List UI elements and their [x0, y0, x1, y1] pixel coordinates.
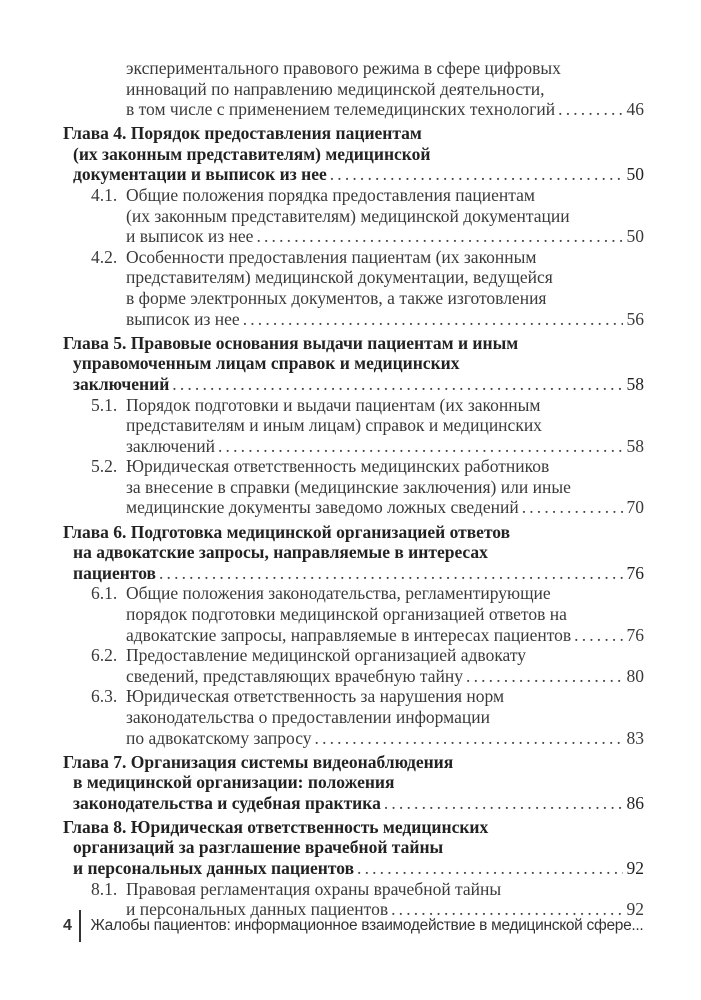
toc-line: [63, 123, 644, 144]
toc-chapter: [63, 123, 644, 185]
toc-line: [63, 583, 644, 604]
entry-title-line: заключений: [73, 373, 170, 394]
toc-line: [63, 79, 644, 100]
toc-line: [63, 772, 644, 793]
toc-line: [63, 436, 644, 457]
toc-line: [63, 206, 644, 227]
footer-divider: [79, 910, 81, 942]
toc-section: [63, 185, 644, 247]
toc-line: [63, 267, 644, 288]
entry-title-line: сведений, представляющих врачебную тайну: [126, 665, 464, 686]
entry-title-line: управомоченным лицам справок и медицинских: [73, 353, 460, 374]
dot-leader: [381, 793, 623, 814]
toc-line: [63, 793, 644, 814]
toc-line: [63, 625, 644, 646]
dot-leader: [463, 666, 622, 687]
toc-line: [63, 99, 644, 120]
section-number: 6.1.: [91, 583, 118, 604]
entry-title-line: порядок подготовки медицинской организацией ответов на: [126, 603, 567, 624]
entry-title-line: и персональных данных пациентов: [73, 858, 355, 879]
dot-leader: [169, 374, 622, 395]
toc-line: [63, 226, 644, 247]
page-ref: 58: [626, 435, 644, 456]
toc-line: [63, 563, 644, 584]
toc-section: [63, 395, 644, 457]
toc-line: [63, 542, 644, 563]
toc-section: [63, 456, 644, 518]
entry-title-line: за внесение в справки (медицинские заключения) или иные: [126, 476, 571, 497]
toc-section: [63, 686, 644, 748]
entry-title-line: Глава 6. Подготовка медицинской организацией ответов: [63, 521, 511, 542]
toc-line: [63, 497, 644, 518]
entry-title-line: в медицинской организации: положения: [73, 772, 395, 793]
entry-title-line: Глава 4. Порядок предоставления пациентам: [63, 123, 422, 144]
toc-chapter: [63, 333, 644, 395]
dot-leader: [555, 99, 622, 120]
toc-chapter: [63, 817, 644, 879]
page-number: 4: [63, 917, 72, 934]
toc-line: [63, 247, 644, 268]
entry-title-line: Особенности предоставления пациентам (их законным: [126, 246, 537, 267]
dot-leader: [354, 858, 622, 879]
dot-leader: [156, 563, 623, 584]
entry-title-line: Юридическая ответственность медицинских работников: [126, 456, 550, 477]
section-number: 4.2.: [91, 246, 118, 267]
toc-line: [63, 477, 644, 498]
entry-title-line: адвокатские запросы, направляемые в интересах пациентов: [126, 624, 572, 645]
page-ref: 56: [626, 308, 644, 329]
section-number: 6.3.: [91, 686, 118, 707]
entry-title-line: и персональных данных пациентов: [126, 899, 389, 920]
section-number: 6.2.: [91, 645, 118, 666]
toc-continuation: [63, 58, 644, 120]
toc-line: [63, 395, 644, 416]
toc-line: [63, 522, 644, 543]
section-number: 5.2.: [91, 456, 118, 477]
dot-leader: [312, 728, 623, 749]
dot-leader: [240, 309, 623, 330]
entry-title-line: по адвокатскому запросу: [126, 727, 312, 748]
toc-line: [63, 288, 644, 309]
page-ref: 46: [626, 99, 644, 120]
toc-line: [63, 374, 644, 395]
toc-line: [63, 817, 644, 838]
page-ref: 76: [626, 624, 644, 645]
toc-line: [63, 686, 644, 707]
page-ref: 86: [626, 792, 644, 813]
page-footer: [63, 910, 643, 942]
page-ref: 80: [626, 665, 644, 686]
entry-title-line: в форме электронных документов, а также изготовления: [126, 288, 547, 309]
page-ref: 70: [626, 497, 644, 518]
section-number: 4.1.: [91, 185, 118, 206]
entry-title-line: Предоставление медицинской организацией адвокату: [126, 645, 527, 666]
page-ref: 58: [626, 373, 644, 394]
toc-section: [63, 645, 644, 686]
toc-section: [63, 247, 644, 329]
dot-leader: [253, 226, 622, 247]
entry-title-line: (их законным представителям) медицинской документации: [126, 205, 570, 226]
toc-line: [63, 309, 644, 330]
dot-leader: [327, 164, 623, 185]
entry-title-line: Глава 8. Юридическая ответственность медицинских: [63, 816, 489, 837]
toc-line: [63, 879, 644, 900]
dot-leader: [215, 436, 623, 457]
page-ref: 83: [626, 727, 644, 748]
running-title: Жалобы пациентов: информационное взаимодействие в медицинской сфере...: [90, 917, 644, 934]
toc-line: [63, 164, 644, 185]
toc-line: [63, 58, 644, 79]
entry-title-line: законодательства о предоставлении информации: [126, 706, 490, 727]
toc-line: [63, 415, 644, 436]
table-of-contents: [63, 58, 644, 920]
entry-title-line: Глава 5. Правовые основания выдачи пациентам и иным: [63, 332, 519, 353]
dot-leader: [571, 625, 622, 646]
entry-title-line: Общие положения законодательства, регламентирующие: [126, 583, 551, 604]
entry-title-line: представителям и иным лицам) справок и медицинских: [126, 415, 542, 436]
entry-title-line: Порядок подготовки и выдачи пациентам (их законным: [126, 394, 541, 415]
page-ref: 50: [626, 164, 644, 185]
entry-title-line: организаций за разглашение врачебной тайны: [73, 837, 444, 858]
entry-title-line: (их законным представителям) медицинской: [73, 143, 431, 164]
section-number: 8.1.: [91, 878, 118, 899]
page-ref: 50: [626, 226, 644, 247]
toc-line: [63, 666, 644, 687]
dot-leader: [519, 497, 623, 518]
entry-title-line: на адвокатские запросы, направляемые в интересах: [73, 542, 488, 563]
entry-title-line: экспериментального правового режима в сфере цифровых: [126, 58, 561, 78]
toc-line: [63, 185, 644, 206]
toc-chapter: [63, 752, 644, 814]
toc-line: [63, 604, 644, 625]
section-number: 5.1.: [91, 394, 118, 415]
toc-line: [63, 144, 644, 165]
entry-title-line: медицинские документы заведомо ложных сведений: [126, 497, 519, 518]
toc-section: [63, 583, 644, 645]
entry-title-line: заключений: [126, 435, 215, 456]
entry-title-line: Правовая регламентация охраны врачебной тайны: [126, 878, 502, 899]
toc-line: [63, 837, 644, 858]
entry-title-line: документации и выписок из нее: [73, 164, 327, 185]
entry-title-line: Общие положения порядка предоставления пациентам: [126, 185, 535, 206]
toc-line: [63, 707, 644, 728]
page-ref: 92: [626, 858, 644, 879]
entry-title-line: представителям) медицинской документации, ведущейся: [126, 267, 553, 288]
entry-title-line: инноваций по направлению медицинской деятельности,: [126, 78, 545, 99]
entry-title-line: законодательства и судебная практика: [73, 792, 381, 813]
toc-line: [63, 728, 644, 749]
entry-title-line: Глава 7. Организация системы видеонаблюдения: [63, 751, 454, 772]
entry-title-line: и выписок из нее: [126, 226, 254, 247]
entry-title-line: Юридическая ответственность за нарушения норм: [126, 686, 505, 707]
toc-line: [63, 456, 644, 477]
page-ref: 92: [626, 899, 644, 920]
toc-line: [63, 353, 644, 374]
toc-chapter: [63, 522, 644, 584]
toc-line: [63, 333, 644, 354]
entry-title-line: пациентов: [73, 562, 156, 583]
toc-line: [63, 645, 644, 666]
page-ref: 76: [626, 562, 644, 583]
toc-line: [63, 858, 644, 879]
entry-title-line: выписок из нее: [126, 308, 240, 329]
toc-line: [63, 752, 644, 773]
entry-title-line: в том числе с применением телемедицинских технологий: [126, 99, 556, 120]
